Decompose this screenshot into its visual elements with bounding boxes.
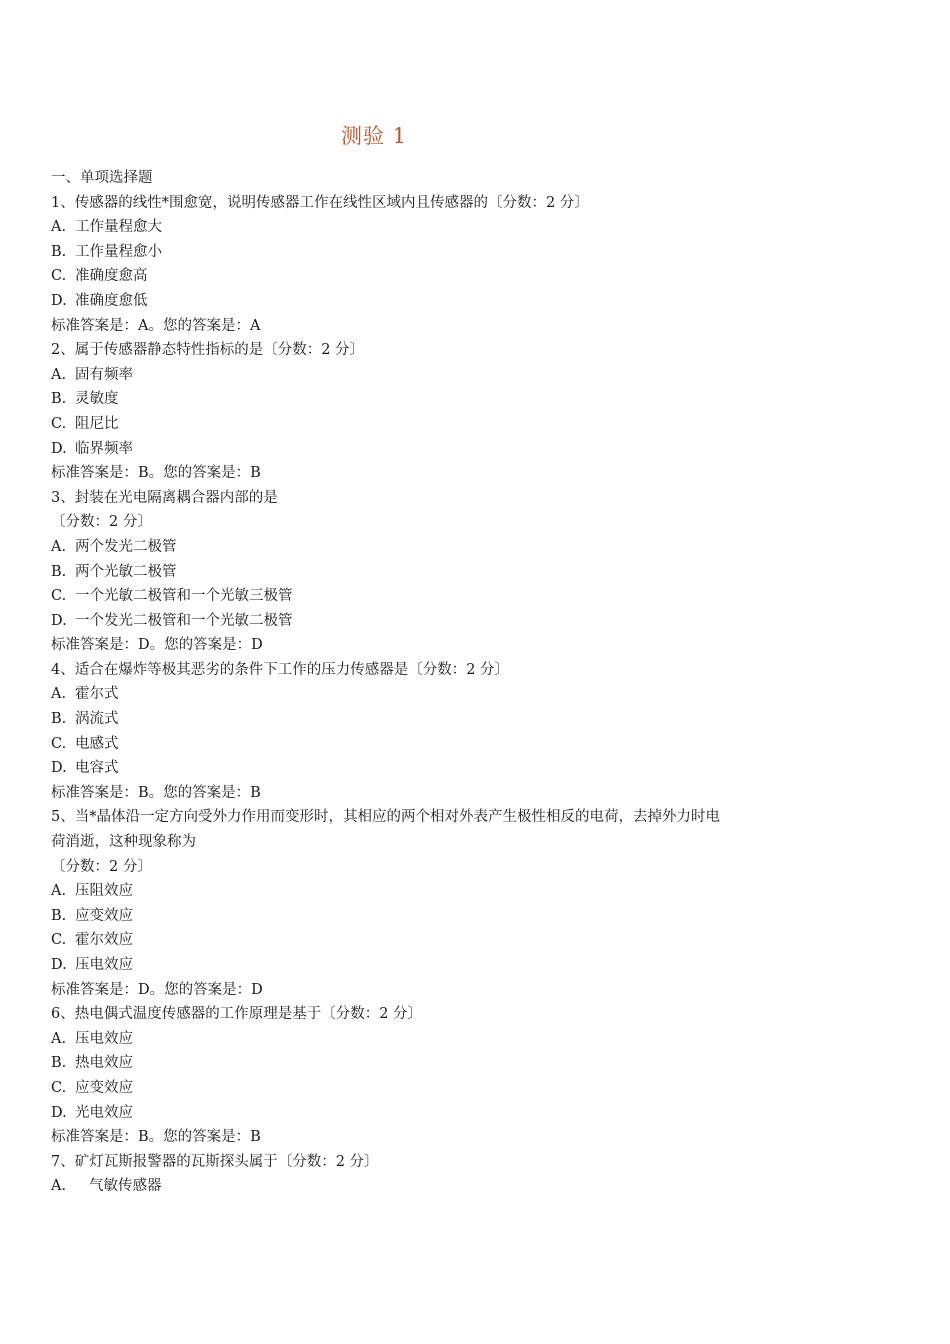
answer-option bbox=[51, 707, 811, 732]
option-text: 灵敏度 bbox=[75, 391, 119, 408]
answer-option bbox=[51, 904, 811, 929]
option-text: 压阻效应 bbox=[75, 883, 133, 900]
answer-option bbox=[51, 953, 811, 978]
answer-option bbox=[51, 437, 811, 462]
question-stem: 3、封装在光电隔离耦合器内部的是 bbox=[51, 489, 278, 506]
document-body bbox=[51, 166, 811, 1199]
question-stem: 荷消逝，这种现象称为 bbox=[51, 834, 196, 851]
section-heading: 一、单项选择题 bbox=[51, 170, 153, 186]
option-text: 临界频率 bbox=[75, 440, 133, 457]
option-text: 霍尔式 bbox=[75, 686, 119, 703]
option-letter: B. bbox=[51, 907, 67, 924]
option-text: 应变效应 bbox=[75, 1079, 133, 1096]
option-letter: A. bbox=[51, 1030, 67, 1047]
option-text: 电感式 bbox=[75, 735, 119, 752]
option-letter: A. bbox=[51, 1178, 67, 1195]
question-stem: 4、适合在爆炸等极其恶劣的条件下工作的压力传感器是〔分数：2 分〕 bbox=[51, 661, 510, 678]
answer-option bbox=[51, 1027, 811, 1052]
answer-option bbox=[51, 1101, 811, 1126]
answer-option bbox=[51, 682, 811, 707]
answer-key: 标准答案是：D。您的答案是：D bbox=[51, 981, 263, 998]
answer-key: 标准答案是：D。您的答案是：D bbox=[51, 637, 263, 654]
option-text: 热电效应 bbox=[75, 1055, 133, 1072]
answer-option bbox=[51, 535, 811, 560]
option-letter: C. bbox=[51, 1079, 67, 1096]
answer-option bbox=[51, 756, 811, 781]
option-text: 阻尼比 bbox=[75, 415, 119, 432]
document-title: 测验 1 bbox=[341, 124, 408, 148]
option-text: 准确度愈低 bbox=[75, 292, 148, 309]
option-text: 气敏传感器 bbox=[89, 1178, 162, 1195]
answer-option bbox=[51, 387, 811, 412]
option-letter: C. bbox=[51, 415, 67, 432]
option-text: 光电效应 bbox=[75, 1104, 133, 1121]
answer-option bbox=[51, 1051, 811, 1076]
option-letter: A. bbox=[51, 366, 67, 383]
option-text: 涡流式 bbox=[75, 711, 119, 728]
answer-option bbox=[51, 289, 811, 314]
option-letter: B. bbox=[51, 1055, 67, 1072]
answer-option bbox=[51, 412, 811, 437]
option-letter: D. bbox=[51, 760, 67, 777]
answer-option bbox=[51, 264, 811, 289]
question-stem: 6、热电偶式温度传感器的工作原理是基于〔分数：2 分〕 bbox=[51, 1006, 423, 1023]
option-text: 压电效应 bbox=[75, 1030, 133, 1047]
answer-option bbox=[51, 928, 811, 953]
option-letter: A. bbox=[51, 538, 67, 555]
option-text: 工作量程愈小 bbox=[75, 243, 162, 260]
option-letter: B. bbox=[51, 563, 67, 580]
answer-key: 标准答案是：A。您的答案是：A bbox=[51, 317, 261, 334]
answer-option bbox=[51, 240, 811, 265]
answer-key: 标准答案是：B。您的答案是：B bbox=[51, 465, 261, 482]
option-text: 两个发光二极管 bbox=[75, 538, 177, 555]
question-stem: 7、矿灯瓦斯报警器的瓦斯探头属于〔分数：2 分〕 bbox=[51, 1153, 379, 1170]
option-text: 霍尔效应 bbox=[75, 932, 133, 949]
question-stem: 〔分数：2 分〕 bbox=[51, 514, 152, 531]
option-text: 一个光敏二极管和一个光敏三极管 bbox=[75, 588, 293, 605]
answer-key: 标准答案是：B。您的答案是：B bbox=[51, 1129, 261, 1146]
answer-option bbox=[51, 560, 811, 585]
answer-option bbox=[51, 584, 811, 609]
answer-option bbox=[51, 732, 811, 757]
option-letter: C. bbox=[51, 735, 67, 752]
option-letter: D. bbox=[51, 1104, 67, 1121]
option-letter: A. bbox=[51, 883, 67, 900]
option-letter: B. bbox=[51, 391, 67, 408]
question-stem: 〔分数：2 分〕 bbox=[51, 858, 152, 875]
option-letter: D. bbox=[51, 612, 67, 629]
option-text: 应变效应 bbox=[75, 907, 133, 924]
option-letter: B. bbox=[51, 243, 67, 260]
option-letter: C. bbox=[51, 588, 67, 605]
question-stem: 1、传感器的线性*围愈宽，说明传感器工作在线性区域内且传感器的〔分数：2 分〕 bbox=[51, 194, 589, 211]
option-letter: A. bbox=[51, 219, 67, 236]
option-text: 固有频率 bbox=[75, 366, 133, 383]
option-text: 一个发光二极管和一个光敏二极管 bbox=[75, 612, 293, 629]
option-letter: A. bbox=[51, 686, 67, 703]
answer-option bbox=[51, 879, 811, 904]
question-stem: 2、属于传感器静态特性指标的是〔分数：2 分〕 bbox=[51, 342, 365, 359]
option-letter: D. bbox=[51, 440, 67, 457]
question-stem: 5、当*晶体沿一定方向受外力作用而变形时，其相应的两个相对外表产生极性相反的电荷，去掉外力时电 bbox=[51, 809, 720, 826]
answer-option bbox=[51, 1076, 811, 1101]
option-text: 两个光敏二极管 bbox=[75, 563, 177, 580]
answer-option bbox=[51, 363, 811, 388]
option-letter: D. bbox=[51, 957, 67, 973]
answer-key: 标准答案是：B。您的答案是：B bbox=[51, 784, 261, 801]
option-letter: D. bbox=[51, 292, 67, 309]
option-text: 电容式 bbox=[75, 760, 119, 777]
option-letter: C. bbox=[51, 268, 67, 285]
option-text: 准确度愈高 bbox=[75, 268, 148, 285]
option-letter: B. bbox=[51, 711, 67, 728]
option-text: 工作量程愈大 bbox=[75, 219, 162, 236]
answer-option bbox=[51, 215, 811, 240]
option-letter: C. bbox=[51, 932, 67, 949]
option-text: 压电效应 bbox=[75, 957, 133, 973]
answer-option bbox=[51, 1174, 811, 1199]
answer-option bbox=[51, 609, 811, 634]
